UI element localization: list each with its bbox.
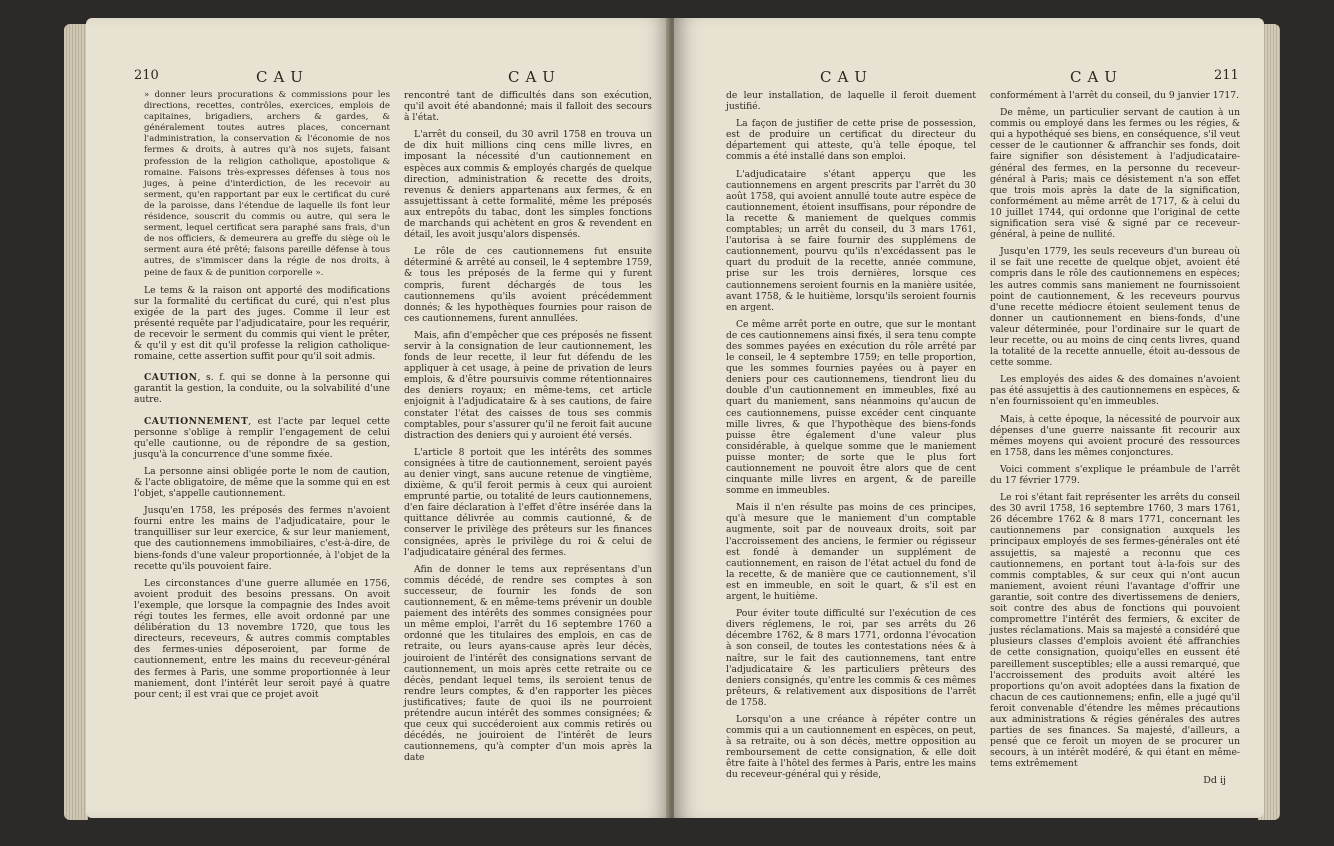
- text-column-left-1: [134, 90, 390, 706]
- paragraph: [134, 285, 390, 363]
- paragraph-text: Le roi s'étant fait représenter les arrêts du conseil des 30 avril 1758, 16 septembre 1760, 3 mars 1761, 26 décembre 1762 & 8 mars 1771, concernant les cautionnemens par consignation auxquels les principaux employés de ses fermes-générales ont été assujettis, sa majesté a reconnu que ces cautionnemens, en portant tout à-la-fois sur des commis comptables, & sur ceux qui n'ont aucun maniement, avoient réuni l'avantage d'offrir une garantie, soit contre des divertissemens de deniers, soit contre des abus de fonctions qui pouvoient compromettre l'intérêt des fermiers, & exciter de justes réclamations. Mais sa majesté a considéré que plusieurs classes d'emplois avoient été affranchies de cette consignation, quoiqu'elles en eussent été pareillement susceptibles; elle a aussi remarqué, que l'accroissement des produits avoit altéré les proportions qu'on avoit adoptées dans la fixation de chacun de ces cautionnemens; enfin, elle a jugé qu'il feroit convenable d'étendre les mêmes précautions aux administrations & régies générales des autres parties de ses finances. Sa majesté, d'ailleurs, a pensé que ce feroit un moyen de se procurer un secours, à un intérêt modéré, & qui étant en même-tems extrêmement: [990, 492, 1240, 770]
- paragraph: [726, 502, 976, 602]
- paragraph: [990, 464, 1240, 486]
- signature-mark: Dd ij: [1203, 775, 1226, 787]
- text-column-left-2: [404, 90, 652, 769]
- dictionary-entry: [134, 416, 390, 460]
- paragraph: [990, 414, 1240, 458]
- paragraph: [726, 169, 976, 313]
- paragraph: [404, 564, 652, 764]
- paragraph-text: Afin de donner le tems aux représentans d'un commis décédé, de rendre ses comptes à son successeur, de fournir les fonds de son cautionnement, & en même-tems prévenir un double paiement des intérêts des sommes consignées pour un même emploi, l'arrêt du 16 septembre 1760 a ordonné que les titulaires des emplois, en cas de retraite, ou leurs ayans-cause après leur décès, jouiroient de l'intérêt des consignations servant de cautionnement, un mois après cette retraite ou ce décès, pendant lequel tems, ils seroient tenus de rendre leurs comptes, & d'en rapporter les pièces justificatives; faute de quoi ils ne pourroient prétendre aucun intérêt des sommes consignées; & que ceux qui succéderoient aux commis retirés ou décédés, ne jouiroient de l'intérêt de leurs cautionnemens, qu'à compter d'un mois après la date: [404, 563, 652, 764]
- text-column-right-2: [990, 90, 1240, 787]
- page-number: 211: [1214, 68, 1239, 83]
- paragraph-text: Jusqu'en 1758, les préposés des fermes n'avoient fourni entre les mains de l'adjudicataire, pour le tranquilliser sur leur exercice, & sur leur maniement, que des cautionnemens immobiliaires, c'est-à-dire, de biens-fonds d'une valeur proportionnée, à l'objet de la recette qu'ils pouvoient faire.: [134, 505, 390, 572]
- paragraph: [726, 714, 976, 781]
- paragraph: [726, 608, 976, 708]
- running-head: CAU: [256, 68, 309, 86]
- quoted-paragraph: [134, 90, 390, 279]
- running-head: CAU: [508, 68, 561, 86]
- paragraph: [404, 447, 652, 558]
- left-page: [86, 18, 670, 818]
- paragraph: [990, 374, 1240, 407]
- paragraph-text: , s. f. qui se donne à la personne qui garantit la gestion, la conduite, ou la solvabilité d'une autre.: [134, 372, 390, 406]
- paragraph-text: Le tems & la raison ont apporté des modifications sur la formalité du certificat du curé, qui n'est plus exigée de la part des juges. Comme il leur est présenté requête par l'adjudicataire, pour les requérir, de recevoir le serment du commis qui vient le prêter, & qu'il y est dit qu'il professe la religion catholique-romaine, cette assertion suffit pour qu'il soit admis.: [134, 284, 390, 363]
- paragraph-text: De même, un particulier servant de caution à un commis ou employé dans les fermes ou les régies, & qui a hypothéqué ses biens, en conséquence, s'il veut cesser de le cautionner & affranchir ses fonds, doit faire signifier son désistement à l'adjudicataire-général des fermes, en la personne du receveur-général à Paris; mais ce désistement n'a son effet que trois mois après la date de la signification, conformément au même arrêt de 1717, & à celui du 10 juillet 1744, qui ordonne que l'original de cette signification sera visé & signé par ce receveur-général, à peine de nullité.: [990, 107, 1240, 241]
- paragraph: [404, 330, 652, 441]
- paragraph-text: L'arrêt du conseil, du 30 avril 1758 en trouva un de dix huit millions cinq cens mille livres, en imposant la nécessité d'un cautionnement en espèces aux commis & employés chargés de quelque direction, administration & recette des droits, revenus & deniers appartenans aux fermes, & en assujettissant à cette formalité, même les préposés aux entrepôts du tabac, dont les simples fonctions de marchands qui achètent en gros & revendent en détail, les avoit jusqu'alors dispensés.: [404, 129, 652, 241]
- paragraph-text: Voici comment s'explique le préambule de l'arrêt du 17 février 1779.: [990, 463, 1240, 486]
- paragraph: [404, 129, 652, 240]
- paragraph-text: Mais, à cette époque, la nécessité de pourvoir aux dépenses d'une guerre naissante fit recourir aux mêmes moyens qui avoient procuré des ressources en 1758, dans les mêmes conjonctures.: [990, 413, 1240, 458]
- paragraph: [990, 492, 1240, 769]
- paragraph: [404, 246, 652, 324]
- paragraph-text: de leur installation, de laquelle il feroit duement justifié.: [726, 90, 976, 113]
- paragraph: [134, 578, 390, 700]
- text-column-right-1: [726, 90, 976, 787]
- paragraph-text: Le rôle de ces cautionnemens fut ensuite déterminé & arrêté au conseil, le 4 septembre 1759, & tous les préposés de la ferme qui y furent compris, furent déchargés de tous les cautionnemens qu'ils avoient précédemment donnés; & les hypothèques fournies pour raison de ces cautionnemens, furent annullées.: [404, 246, 652, 324]
- dictionary-entry: [134, 372, 390, 405]
- entry-headword: CAUTIONNEMENT: [144, 415, 249, 427]
- paragraph-text: rencontré tant de difficultés dans son exécution, qu'il avoit été abandonné; mais il falloit des secours à l'état.: [404, 90, 652, 124]
- entry-headword: CAUTION: [144, 372, 198, 384]
- paragraph-text: » donner leurs procurations & commissions pour les directions, recettes, contrôles, exercices, emplois de capitaines, brigadiers, archers & gardes, & généralement toutes autres places, concernant l'administration, la conservation & l'économie de nos fermes & droits, à autres qu'à nos sujets, faisant profession de la religion catholique, apostolique & romaine. Faisons très-expresses défenses à tous nos juges, à peine d'interdiction, de les recevoir au serment, qu'en rapportant par eux le certificat du curé de la paroisse, dans l'étendue de laquelle ils font leur résidence, souscrit du commis ou autre, qui sera le serment, lequel certificat sera paraphé sans frais, d'un de nos officiers, & demeurera au greffe du siège où le serment aura été prêté; faisons pareille défense à tous autres, de s'immiscer dans la régie de nos droits, à peine de faux & de punition corporelle ».: [144, 90, 390, 278]
- paragraph: [990, 107, 1240, 240]
- paragraph-text: La façon de justifier de cette prise de possession, est de produire un certificat du directeur du département qui atteste, qu'à telle époque, tel commis a été installé dans son emploi.: [726, 118, 976, 163]
- paragraph: [990, 90, 1240, 101]
- running-head: CAU: [820, 68, 873, 86]
- paragraph: [726, 90, 976, 112]
- paragraph-text: Lorsqu'on a une créance à répéter contre un commis qui a un cautionnement en espèces, on peut, à sa retraite, ou à son décès, mettre opposition au remboursement de cette consignation, & elle doit être faite à l'hôtel des fermes à Paris, entre les mains du receveur-général qui y réside,: [726, 713, 976, 781]
- page-number: 210: [134, 68, 159, 83]
- running-head: CAU: [1070, 68, 1123, 86]
- book-spread: [64, 18, 1278, 836]
- paragraph-text: L'adjudicataire s'étant apperçu que les cautionnemens en argent prescrits par l'arrêt du 30 août 1758, qui avoient annullé toute autre espèce de cautionnement, étoient insuffisans, pour répondre de la recette & maniement de quelques commis comptables; un arrêt du conseil, du 3 mars 1761, l'autorisa à se faire fournir des supplémens de cautionnement, pourvu qu'ils n'excédassent pas le quart du produit de la recette, année commune, prise sur les trois dernières, lorsque ces cautionnemens seroient fournis en la manière usitée, avant 1758, & le huitième, lorsqu'ils seroient fournis en argent.: [726, 168, 976, 313]
- paragraph-text: Jusqu'en 1779, les seuls receveurs d'un bureau où il se fait une recette de quelque objet, avoient été compris dans le rôle des cautionnemens en espèces; les autres commis sans maniement ne fournissoient point de cautionnement, & les receveurs pourvus d'une recette médiocre étoient seulement tenus de donner un cautionnement en biens-fonds, d'une valeur déterminée, pour l'ordinaire sur le quart de leur recette, ou au moins de cinq cents livres, quand la totalité de la recette annuelle, étoit au-dessous de cette somme.: [990, 246, 1240, 369]
- paragraph: [990, 246, 1240, 368]
- paragraph-text: Mais, afin d'empêcher que ces préposés ne fissent servir à la consignation de leur cautionnement, les fonds de leur recette, il leur fut défendu de les appliquer à cet usage, à peine de privation de leurs emplois, & d'être poursuivis comme rétentionnaires des deniers royaux; en même-tems, cet article enjoignit à l'adjudicataire & à ses cautions, de faire constater l'état des caisses de tous ses commis comptables, pour s'assurer qu'il ne feroit fait aucune distraction des deniers qui y auroient été versés.: [404, 329, 652, 441]
- paragraph: [726, 319, 976, 497]
- paragraph: [134, 505, 390, 572]
- paragraph-text: Mais il n'en résulte pas moins de ces principes, qu'à mesure que le maniement d'un comptable augmente, soit par de nouveaux droits, soit par l'accroissement des anciens, le fermier ou régisseur est fondé à demander un supplément de cautionnement, en raison de l'état actuel du fond de la recette, & de manière que ce cautionnement, s'il est en immeuble, en soit le quart, & s'il est en argent, le huitième.: [726, 502, 976, 603]
- paragraph-text: , est l'acte par lequel cette personne s'oblige à remplir l'engagement de celui qu'elle cautionne, ou de répondre de sa gestion, jusqu'à la concurrence d'une somme fixée.: [134, 415, 390, 460]
- paragraph: [726, 118, 976, 162]
- paragraph-text: Pour éviter toute difficulté sur l'exécution de ces divers réglemens, le roi, par ses arrêts du 26 décembre 1762, & 8 mars 1771, ordonna l'évocation à son conseil, de toutes les contestations nées & à naître, sur le fait des cautionnemens, tant entre l'adjudicataire & les particuliers prêteurs des deniers consignés, qu'entre les commis & ces mêmes prêteurs, & relativement aux dispositions de l'arrêt de 1758.: [726, 608, 976, 708]
- paragraph: [134, 466, 390, 499]
- paragraph-text: conformément à l'arrêt du conseil, du 9 janvier 1717.: [990, 90, 1240, 101]
- paragraph-text: Les employés des aides & des domaines n'avoient pas été assujettis à des cautionnemens en espèces, & n'en fournissoient qu'en immeubles.: [990, 374, 1240, 408]
- right-page: [674, 18, 1264, 818]
- paragraph-text: Les circonstances d'une guerre allumée en 1756, avoient produit des besoins pressans. On avoit l'exemple, que lorsque la compagnie des Indes avoit régi toutes les fermes, elle avoit ordonné par une délibération du 13 novembre 1720, que tous les directeurs, receveurs, & autres commis comptables des fermes-unies déposeroient, par forme de cautionnement, entre les mains du receveur-général des fermes à Paris, une somme proportionnée à leur maniement, dont l'intérêt leur seroit payé à quatre pour cent; il est vrai que ce projet avoit: [134, 577, 390, 700]
- paragraph-text: Ce même arrêt porte en outre, que sur le montant de ces cautionnemens ainsi fixés, il sera tenu compte des sommes payées en exécution du rôle arrêté par le conseil, le 4 septembre 1759; en telle proportion, que les sommes fournies payées ou à payer en deniers pour ces cautionnemens, tiendront lieu du double d'un cautionnement en immeubles, fixé au quart du maniement, sans néanmoins qu'aucun de ces cautionnemens, puisse excéder cent cinquante mille livres, & que l'hypothèque des biens-fonds puisse être également d'une valeur plus considérable, à quelque somme que le maniement puisse monter; de sorte que le plus fort cautionnement ne pouvoit être alors que de cent cinquante mille livres en argent, & de pareille somme en immeubles.: [726, 318, 976, 497]
- paragraph-text: La personne ainsi obligée porte le nom de caution, & l'acte obligatoire, de même que la somme qui en est l'objet, s'appelle cautionnement.: [134, 465, 390, 500]
- page-edges-left: [64, 24, 88, 820]
- paragraph: [404, 90, 652, 123]
- paragraph-text: L'article 8 portoit que les intérêts des sommes consignées à titre de cautionnement, seroient payés au denier vingt, sans aucune retenue de vingtième, dixième, & qu'il feroit permis à ceux qui auroient emprunté partie, ou totalité de leurs cautionnemens, d'en faire déclaration à l'effet d'être insérée dans la quittance délivrée au commis cautionné, & de conserver le privilège des prêteurs sur les finances consignées, après le privilège du roi & celui de l'adjudicataire général des fermes.: [404, 446, 652, 558]
